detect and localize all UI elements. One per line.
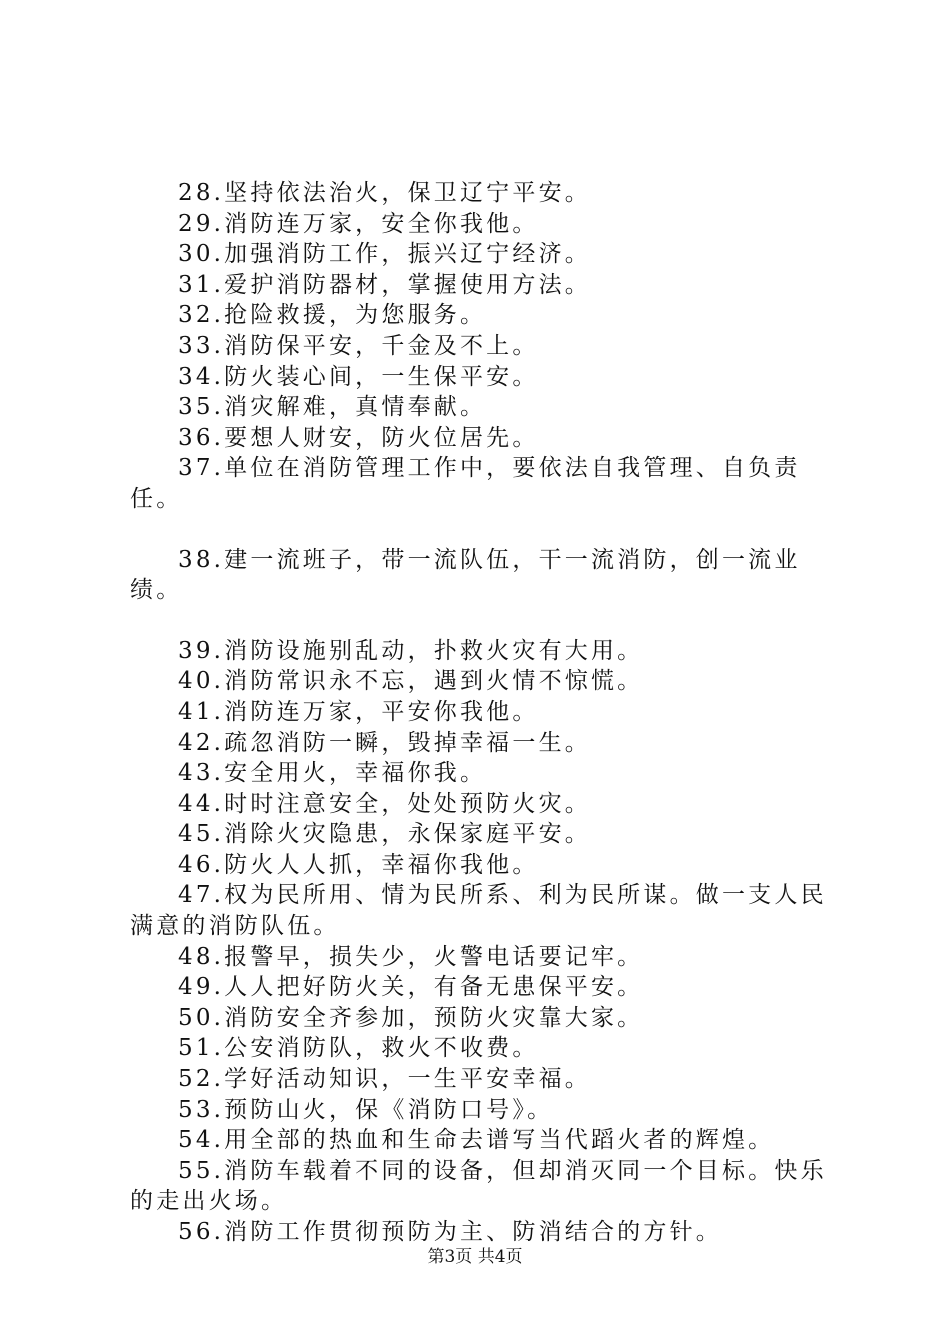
slogan-line: 39.消防设施别乱动，扑救火灾有大用。: [178, 637, 644, 664]
slogan-line: 28.坚持依法治火，保卫辽宁平安。: [178, 180, 591, 206]
slogan-line: 36.要想人财安，防火位居先。: [178, 424, 539, 451]
slogan-line: 43.安全用火，幸福你我。: [178, 760, 487, 787]
document-body: [130, 178, 835, 1248]
slogan-line: 51.公安消防队，救火不收费。: [178, 1035, 539, 1062]
slogan-line: 41.消防连万家，平安你我他。: [178, 698, 539, 725]
slogan-line: 56.消防工作贯彻预防为主、防消结合的方针。: [178, 1219, 722, 1245]
slogan-line: 38.建一流班子，带一流队伍，干一流消防，创一流业绩。: [130, 546, 801, 604]
slogan-line: 50.消防安全齐参加，预防火灾靠大家。: [178, 1004, 644, 1031]
page-number-footer: 第3页 共4页: [427, 1247, 523, 1267]
slogan-line: 32.抢险救援，为您服务。: [178, 302, 487, 329]
slogan-line: 30.加强消防工作，振兴辽宁经济。: [178, 241, 591, 268]
slogan-line: 53.预防山火，保《消防口号》。: [178, 1096, 554, 1123]
blank-line: [130, 606, 835, 636]
blank-line: [130, 515, 835, 545]
slogan-line: 55.消防车载着不同的设备，但却消灭同一个目标。快乐的走出火场。: [130, 1157, 827, 1215]
slogan-line: 31.爱护消防器材，掌握使用方法。: [178, 271, 591, 298]
slogan-line: 29.消防连万家，安全你我他。: [178, 210, 539, 237]
slogan-line: 49.人人把好防火关，有备无患保平安。: [178, 974, 644, 1001]
slogan-line: 33.消防保平安，千金及不上。: [178, 332, 539, 359]
slogan-line: 34.防火装心间，一生保平安。: [178, 363, 539, 390]
slogan-line: 52.学好活动知识，一生平安幸福。: [178, 1066, 591, 1093]
slogan-line: 48.报警早，损失少，火警电话要记牢。: [178, 943, 644, 970]
slogan-line: 54.用全部的热血和生命去谱写当代蹈火者的辉煌。: [178, 1127, 775, 1154]
slogan-line: 45.消除火灾隐患，永保家庭平安。: [178, 821, 591, 848]
slogan-line: 35.消灾解难，真情奉献。: [178, 394, 487, 421]
slogan-line: 40.消防常识永不忘，遇到火情不惊慌。: [178, 668, 644, 695]
slogan-line: 46.防火人人抓，幸福你我他。: [178, 851, 539, 878]
slogan-line: 37.单位在消防管理工作中，要依法自我管理、自负责任。: [130, 455, 801, 512]
slogan-line: 47.权为民所用、情为民所系、利为民所谋。做一支人民满意的消防队伍。: [130, 882, 827, 940]
slogan-line: 44.时时注意安全，处处预防火灾。: [178, 790, 591, 817]
slogan-line: 42.疏忽消防一瞬，毁掉幸福一生。: [178, 729, 591, 756]
